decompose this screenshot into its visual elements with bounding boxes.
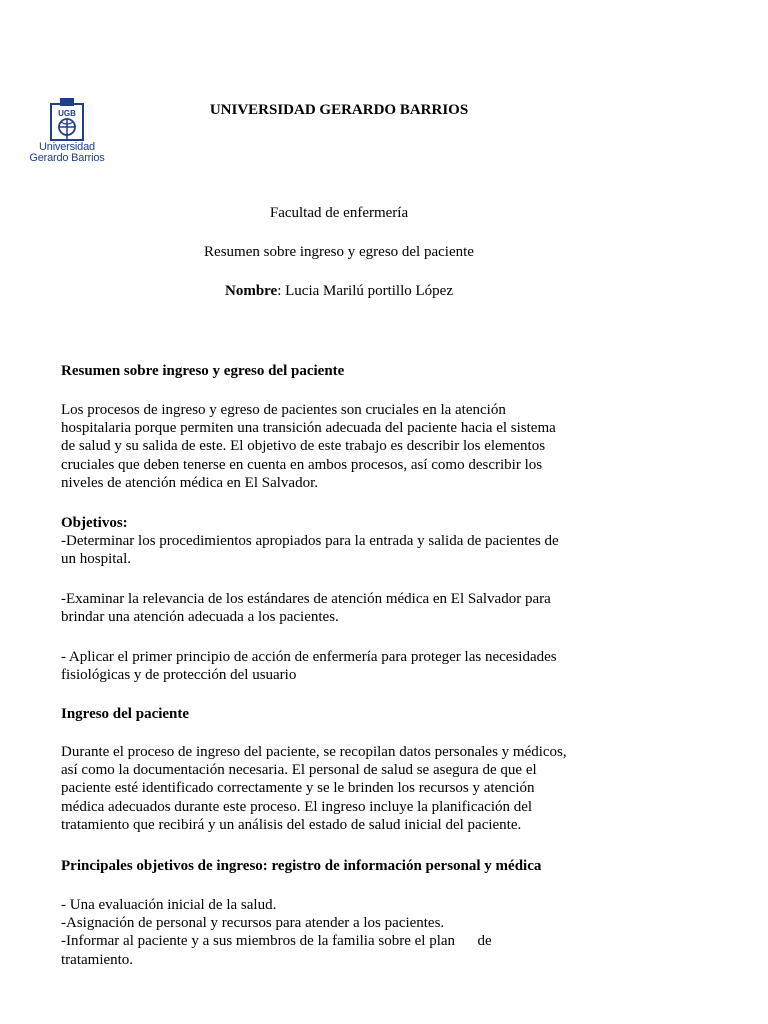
university-title: UNIVERSIDAD GERARDO BARRIOS xyxy=(209,102,469,118)
logo-badge-text: UGB xyxy=(58,109,76,118)
paragraph-line: - Aplicar el primer principio de acción de enfermería para proteger las necesidades xyxy=(61,649,557,665)
paragraph-line: médica adecuados durante este proceso. El ingreso incluye la planificación del xyxy=(61,798,533,815)
name-label: Nombre xyxy=(225,283,278,299)
summary-heading: Resumen sobre ingreso y egreso del paciente xyxy=(61,363,345,379)
paragraph-line: así como la documentación necesaria. El personal de salud se asegura de que el xyxy=(61,762,537,779)
paragraph-line: brindar una atención adecuada a los pacientes. xyxy=(61,609,339,626)
list-item: tratamiento. xyxy=(61,951,134,968)
admission-heading: Ingreso del paciente xyxy=(61,706,190,722)
list-item: - Una evaluación inicial de la salud. xyxy=(61,897,277,913)
paragraph-line: fisiológicas y de protección del usuario xyxy=(61,667,297,684)
paragraph-line: de salud y su salida de este. El objetivo de este trabajo es describir los elementos xyxy=(61,438,546,455)
paragraph-line: -Determinar los procedimientos apropiados para la entrada y salida de pacientes de xyxy=(61,533,559,549)
paragraph-line: paciente esté identificado correctamente y se le brinden los recursos y atención xyxy=(61,780,535,797)
list-item: -Informar al paciente y a sus miembros de la familia sobre el plan de xyxy=(61,933,492,950)
name-value: : Lucia Marilú portillo López xyxy=(277,283,453,299)
subject-line: Resumen sobre ingreso y egreso del paciente xyxy=(204,244,474,260)
faculty-line: Facultad de enfermería xyxy=(269,205,409,221)
logo-line-2: Gerardo Barrios xyxy=(29,152,105,164)
summary-paragraph xyxy=(61,401,621,492)
admission-paragraph xyxy=(61,743,621,834)
paragraph-line: niveles de atención médica en El Salvador. xyxy=(61,474,318,491)
objectives-heading: Objetivos: xyxy=(61,515,128,531)
paragraph-line: -Examinar la relevancia de los estándares de atención médica en El Salvador para xyxy=(61,591,551,607)
objective-2 xyxy=(61,590,621,626)
paragraph-line: Los procesos de ingreso y egreso de pacientes son cruciales en la atención xyxy=(61,402,506,418)
student-name-line xyxy=(0,283,678,300)
paragraph-line: cruciales que deben tenerse en cuenta en ambos procesos, así como describir los xyxy=(61,456,543,473)
paragraph-line: tratamiento que recibirá y un análisis del estado de salud inicial del paciente. xyxy=(61,816,522,833)
main-objectives-heading: Principales objetivos de ingreso: registro de información personal y médica xyxy=(61,858,542,874)
logo-line-1: Universidad xyxy=(39,141,95,153)
paragraph-line: un hospital. xyxy=(61,551,131,568)
paragraph-line: hospitalaria porque permiten una transición adecuada del paciente hacia el sistema xyxy=(61,420,556,437)
objective-3 xyxy=(61,648,621,684)
paragraph-line: Durante el proceso de ingreso del paciente, se recopilan datos personales y médicos, xyxy=(61,744,567,760)
main-objectives-list xyxy=(61,896,621,969)
list-item: -Asignación de personal y recursos para atender a los pacientes. xyxy=(61,915,445,932)
objective-1 xyxy=(61,532,621,568)
